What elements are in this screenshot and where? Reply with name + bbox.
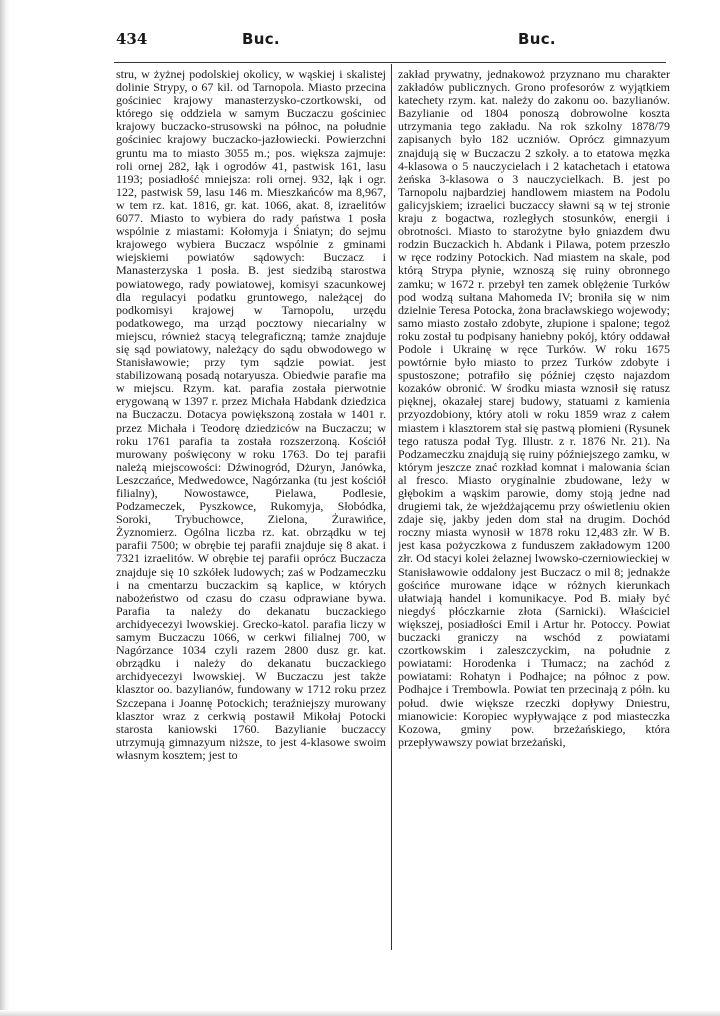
column-right-text: zakład prywatny, jednakowoż przyznano mu charakter zakładów publicznych. Grono profesorów z wyjątkiem katechety rzym. kat. należy do zakonu oo. bazylianów. Bazylianie od 1804 ponoszą dobrowolne koszta utrzymania tego zakładu. Na rok szkolny 1878/79 zapisanych było 182 uczniów. Oprócz gimnazyum znajdują się w Buczaczu 2 szkoły. a to etatowa męzka 4-klasowa o 5 nauczycielach i 2 katachetach i etatowa żeńska 3-klasowa o 3 nauczycielkach. B. jest po Tarnopolu najbardziej handlowem miastem na Podolu galicyjskiem; izraelici buczaccy sławni są w tej stronie kraju z bogactwa, rozległych stosunków, energii i obrotności. Miasto to starożytne było gniazdem dwu rodzin Buczackich h. Abdank i Pilawa, potem przeszło w ręce rodziny Potockich. Nad miastem na skale, pod którą Strypa płynie, wznoszą się ruiny obronnego zamku; w 1672 r. przebył ten zamek oblężenie Turków pod wodzą sułtana Mahomeda IV; broniła się w nim dzielnie Teresa Potocka, żona bracławskiego wojewody; samo miasto zostało zdobyte, złupione i spalone; tegoż roku został tu podpisany haniebny pokój, który oddawał Podole i Ukrainę w ręce Turków. W roku 1675 powtórnie było miasto to przez Turków zdobyte i spustoszone; potrafiło się później często najazdom kozaków obronić. W środku miasta wznosił się ratusz pięknej, okazałej starej budowy, statuami z kamienia przyozdobiony, który atoli w roku 1859 wraz z całem miastem i klasztorem stał się pastwą płomieni (Rysunek tego ratusza podał Tyg. Illustr. z r. 1876 Nr. 21). Na Podzameczku znajdują się ruiny późniejszego zamku, w którym jeszcze znać rozkład komnat i malowania ścian al fresco. Miasto oryginalnie zbudowane, leży w głębokim a wąskim parowie, domy stoją jedne nad drugiemi tak, że wjeżdżającemu przy oświetleniu okien zdaje się, jakby jeden dom stał na drugim. Dochód roczny miasta wynosił w 1878 roku 12,483 złr. W B. jest kasa pożyczkowa z funduszem zakładowym 1200 złr. Od stacyi kolei żelaznej lwowsko-czerniowieckiej w Stanisławowie oddalony jest Buczacz o mil 8; jednakże gościńce murowane idące w różnych kierunkach ułatwiają handel i komunikacye. Pod B. miały być niegdyś płóczkarnie złota (Sarnicki). Właściciel większej, posiadłości Emil i Artur hr. Potoccy. Powiat buczacki graniczy na wschód z powiatami czortkowskim i zaleszczyckim, na południe z powiatami: Horodenka i Tłumacz; na zachód z powiatami: Rohatyn i Podhajce; na północ z pow. Podhajce i Trembowla. Powiat ten przecinają z półn. ku połud. dwie większe rzeczki dopływy Dniestru, mianowicie: Koropiec wypływające z pod miasteczka Kozowa, gminy pow. brzeżańskiego, która przepływawszy powiat brzeżański, <box>398 68 670 749</box>
running-head-left: Buc. <box>242 30 280 48</box>
running-head-right: Buc. <box>518 30 556 48</box>
column-left-text: stru, w żyżnej podolskiej okolicy, w wąskiej i skalistej dolinie Strypy, o 67 kil. od Tarnopola. Miasto przecina gościniec krajowy manasterzysko-czortkowski, od którego się oddziela w samym Buczaczu gościniec krajowy buczacko-strusowski na północ, na południe gościniec krajowy buczacko-jazłowiecki. Powierzchni gruntu ma to miasto 3055 m.; pos. większa zajmuje: roli ornej 282, łąk i ogrodów 41, pastwisk 161, lasu 1193; posiadłość mniejsza: roli ornej. 932, łąk i ogr. 122, pastwisk 59, lasu 146 m. Mieszkańców ma 8,967, w tem rz. kat. 1816, gr. kat. 1066, akat. 8, izraelitów 6077. Miasto to wybiera do rady państwa 1 posła wspólnie z miastami: Kołomyja i Śniatyn; do sejmu krajowego wybiera Buczacz wspólnie z gminami wiejskiemi powiatów sądowych: Buczacz i Manasterzyska 1 posła. B. jest siedzibą starostwa powiatowego, rady powiatowej, komisyi szacunkowej dla regulacyi podatku gruntowego, należącej do podkomisyi krajowej w Tarnopolu, urzędu podatkowego, ma urząd pocztowy niecarialny w miejscu, również stacyą telegraficzną; tamże znajduje się sąd powiatowy, należący do sądu obwodowego w Stanisławowie; przy tym sądzie powiat. jest stabilizowaną posadą notaryusza. Obiedwie parafie ma w miejscu. Rzym. kat. parafia została pierwotnie erygowaną w 1397 r. przez Michała Habdank dziedzica na Buczaczu. Dotacya powiększoną została w 1401 r. przez Michała i Teodorę dziedziców na Buczaczu; w roku 1761 parafia ta została rozszerzoną. Kościół murowany poświęcony w roku 1763. Do tej parafii należą miejscowości: Dźwinogród, Dżuryn, Janówka, Leszczańce, Medwedowce, Nagórzanka (tu jest kościół filialny), Nowostawce, Pielawa, Podlesie, Podzameczek, Pyszkowce, Rukomyja, Słobódka, Soroki, Trybuchowce, Zielona, Żurawińce, Żyznomierz. Ogólna liczba rz. kat. obrządku w tej parafii 7500; w obrębie tej parafii znajduje się 8 akat. i 7321 izraelitów. W obrębie tej parafii oprócz Buczacza znajduje się 10 szkółek ludowych; zaś w Podzameczku i na cmentarzu buczackim są kaplice, w których nabożeństwo od czasu do czasu odprawiane bywa. Parafia ta należy do dekanatu buczackiego archidyecezyi lwowskiej. Grecko-katol. parafia liczy w samym Buczaczu 1066, w cerkwi filialnej 700, w Nagórzance 1034 czyli razem 2800 dusz gr. kat. obrządku i należy do dekanatu buczackiego archidyecezyi lwowskiej. W Buczaczu jest także klasztor oo. bazylianów, fundowany w 1712 roku przez Szczepana i Joannę Potockich; teraźniejszy murowany klasztor wraz z cerkwią postawił Mikołaj Potocki starosta kaniowski 1760. Bazylianie buczaccy utrzymują gimnazyum niższe, to jest 4-klasowe swoim własnym kosztem; jest to <box>116 68 386 762</box>
page-bottom-edge <box>0 1010 720 1016</box>
text-column-left <box>116 68 386 950</box>
page-number: 434 <box>116 30 148 48</box>
column-divider <box>391 64 392 950</box>
text-column-right <box>398 68 670 950</box>
page-edge-shadow <box>0 0 10 1016</box>
header-rule <box>114 62 666 63</box>
page-header <box>116 30 676 50</box>
